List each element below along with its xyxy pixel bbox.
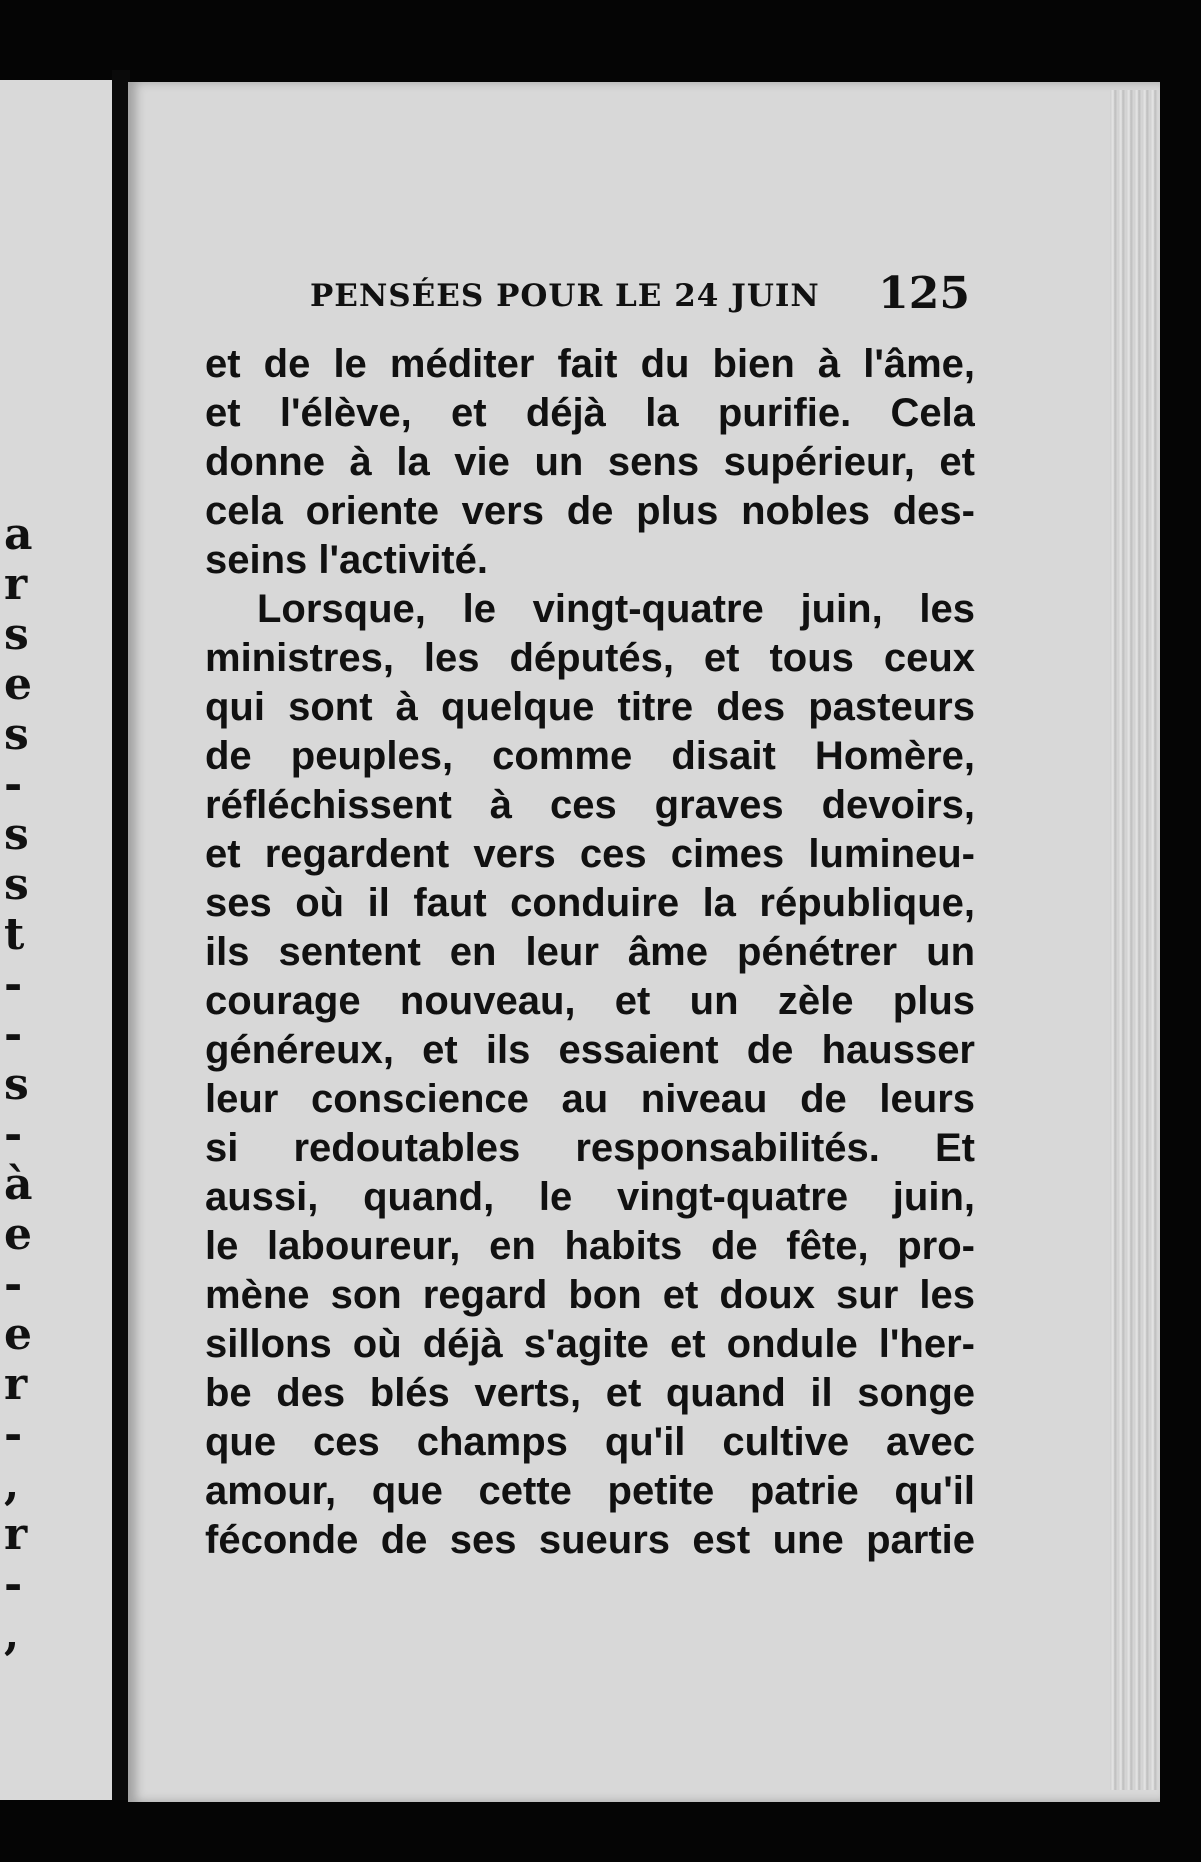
left-letter: s	[4, 860, 29, 910]
text-line: cela oriente vers de plus nobles des-	[205, 489, 975, 533]
left-letter: e	[4, 1210, 32, 1260]
left-letter: s	[4, 610, 29, 660]
text-line: qui sont à quelque titre des pasteurs	[205, 685, 975, 729]
left-letter: -	[4, 760, 23, 810]
text-line: de peuples, comme disait Homère,	[205, 734, 975, 778]
text-line: si redoutables responsabilités. Et	[205, 1126, 975, 1170]
text-line: généreux, et ils essaient de hausser	[205, 1028, 975, 1072]
page-number: 125	[878, 268, 970, 319]
left-letter: ,	[4, 1460, 20, 1510]
text-line: donne à la vie un sens supérieur, et	[205, 440, 975, 484]
text-line: Lorsque, le vingt-quatre juin, les	[257, 587, 975, 631]
text-line: seins l'activité.	[205, 538, 488, 582]
text-line: ils sentent en leur âme pénétrer un	[205, 930, 975, 974]
left-letter: s	[4, 1060, 29, 1110]
left-letter: -	[4, 1110, 23, 1160]
text-line: le laboureur, en habits de fête, pro-	[205, 1224, 975, 1268]
text-line: et de le méditer fait du bien à l'âme,	[205, 342, 975, 386]
left-letter: r	[4, 1360, 28, 1410]
text-line: et regardent vers ces cimes lumineu-	[205, 832, 975, 876]
running-title: PENSÉES POUR LE 24 JUIN	[310, 278, 820, 314]
text-line: amour, que cette petite patrie qu'il	[205, 1469, 975, 1513]
text-line: sillons où déjà s'agite et ondule l'her-	[205, 1322, 975, 1366]
left-letter: -	[4, 1010, 23, 1060]
body-text	[205, 340, 975, 1565]
left-letter: -	[4, 1410, 23, 1460]
running-head	[310, 268, 970, 328]
left-letter: -	[4, 1260, 23, 1310]
text-line: que ces champs qu'il cultive avec	[205, 1420, 975, 1464]
left-letter: e	[4, 1310, 32, 1360]
text-line: be des blés verts, et quand il songe	[205, 1371, 975, 1415]
text-line: ministres, les députés, et tous ceux	[205, 636, 975, 680]
left-letter: s	[4, 810, 29, 860]
text-line: et l'élève, et déjà la purifie. Cela	[205, 391, 975, 435]
left-letter: r	[4, 560, 28, 610]
text-line: féconde de ses sueurs est une partie	[205, 1518, 975, 1562]
left-letter: à	[4, 1160, 33, 1210]
left-facing-page	[0, 80, 112, 1800]
left-letter: ,	[4, 1610, 20, 1660]
left-letter: s	[4, 710, 29, 760]
left-letter: t	[4, 910, 25, 960]
left-letter: e	[4, 660, 32, 710]
text-line: réfléchissent à ces graves devoirs,	[205, 783, 975, 827]
text-line: ses où il faut conduire la république,	[205, 881, 975, 925]
text-line: courage nouveau, et un zèle plus	[205, 979, 975, 1023]
text-line: aussi, quand, le vingt-quatre juin,	[205, 1175, 975, 1219]
left-letter: -	[4, 960, 23, 1010]
left-letter: a	[4, 510, 33, 560]
page-edges	[1110, 90, 1158, 1790]
text-line: leur conscience au niveau de leurs	[205, 1077, 975, 1121]
left-letter: r	[4, 1510, 28, 1560]
text-line: mène son regard bon et doux sur les	[205, 1273, 975, 1317]
left-letter: -	[4, 1560, 23, 1610]
left-page-line-endings	[0, 510, 40, 1660]
